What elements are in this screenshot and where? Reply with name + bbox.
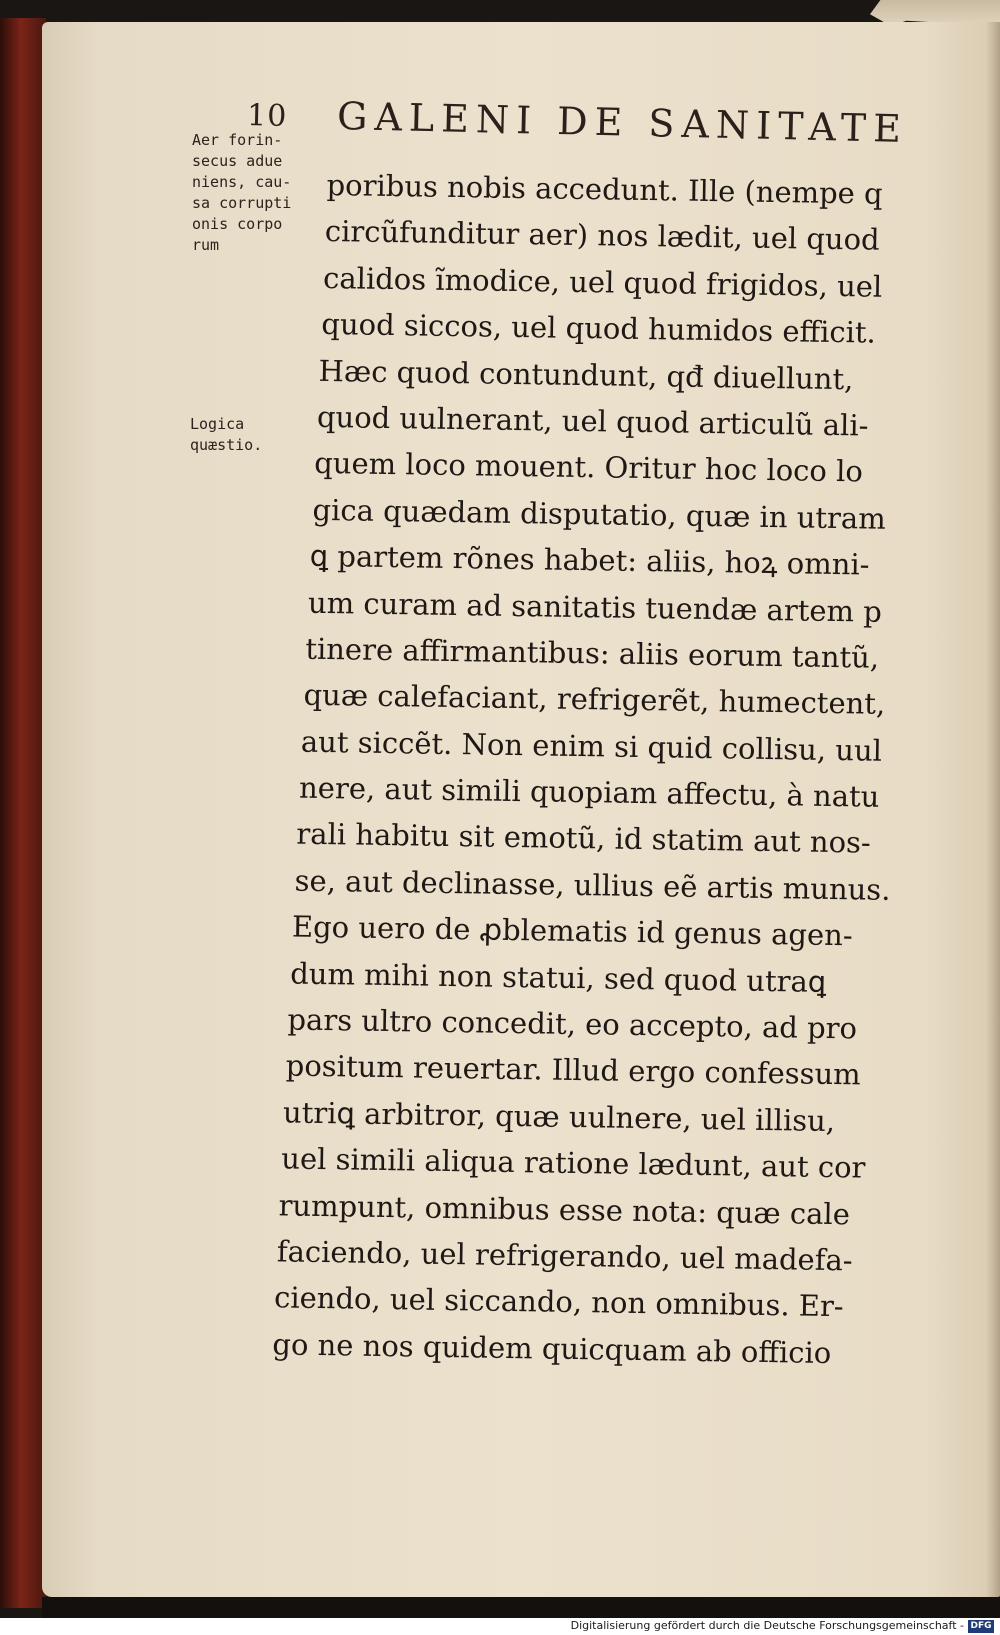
text-line: aut siccẽt. Non enim si quid collisu, uul	[300, 724, 883, 768]
text-line: quem loco mouent. Oritur hoc loco lo	[314, 446, 864, 489]
text-line: gica quædam disputatio, quæ in utram	[312, 492, 887, 536]
text-line: faciendo, uel refrigerando, uel madefa-	[276, 1234, 853, 1278]
text-line: calidos ĩmodice, uel quod frigidos, uel	[322, 260, 883, 304]
book-page	[42, 22, 1000, 1597]
marginal-line: onis corpo	[192, 215, 283, 233]
text-line: um curam ad sanitatis tuendæ artem p	[307, 585, 883, 629]
digitization-credit: Digitalisierung gefördert durch die Deutsche Forschungsgemeinschaft -	[570, 1619, 964, 1632]
page-bottom-shadow	[42, 1597, 1000, 1618]
text-line: Ego uero de ꝓblematis id genus agen-	[291, 909, 853, 953]
body-text-block	[272, 162, 937, 1378]
running-header	[246, 92, 967, 168]
running-title: GALENI DE SANITATE	[336, 94, 909, 151]
text-line: go ne nos quidem quicquam ab officio	[272, 1327, 832, 1370]
marginal-line: quæstio.	[190, 436, 263, 454]
marginal-line: sa corrupti	[192, 194, 292, 212]
page-edge-shadow	[986, 22, 1000, 1597]
text-line: quod siccos, uel quod humidos efficit.	[321, 307, 877, 350]
marginal-note-aer	[192, 130, 322, 256]
page-number: 10	[246, 98, 288, 134]
marginal-line: niens, cau-	[192, 173, 292, 191]
book-binding-edge	[0, 18, 46, 1608]
text-line: poribus nobis accedunt. Ille (nempe q	[326, 167, 883, 211]
marginal-note-logica	[190, 414, 320, 456]
text-line: nere, aut simili quopiam affectu, à natu	[298, 770, 880, 814]
marginal-line: Aer forin-	[192, 131, 283, 149]
text-line: ciendo, uel siccando, non omnibus. Er-	[273, 1280, 844, 1324]
text-line: ꝗ partem rõnes habet: aliis, hoꝝ omni-	[309, 538, 870, 582]
text-line: Hæc quod contundunt, qđ diuellunt,	[318, 353, 854, 396]
text-line: rumpunt, omnibus esse nota: quæ cale	[278, 1187, 851, 1231]
text-line: rali habitu sit emotũ, id statim aut nos-	[296, 817, 872, 861]
text-line: dum mihi non statui, sed quod utraꝗ	[289, 956, 827, 999]
marginal-line: Logica	[190, 415, 245, 433]
text-line: circũfunditur aer) nos lædit, uel quod	[324, 214, 880, 258]
text-line: quod uulnerant, uel quod articulũ ali-	[316, 399, 869, 443]
text-line: quæ calefaciant, refrigerẽt, humectent,	[303, 677, 886, 722]
text-line: positum reuertar. Illud ergo confessum	[285, 1048, 861, 1092]
text-line: tinere affirmantibus: aliis eorum tantũ,	[305, 631, 880, 675]
text-line: utriꝗ arbitror, quæ uulnere, uel illisu,	[282, 1095, 836, 1138]
text-line: pars ultro concedit, eo accepto, ad pro	[287, 1002, 858, 1046]
marginal-line: rum	[192, 236, 220, 254]
text-line: uel simili aliqua ratione lædunt, aut cor	[281, 1141, 866, 1185]
marginal-line: secus adue	[192, 152, 283, 170]
dfg-logo: DFG	[968, 1620, 994, 1633]
text-line: se, aut declinasse, ullius eẽ artis munus.	[294, 863, 891, 907]
